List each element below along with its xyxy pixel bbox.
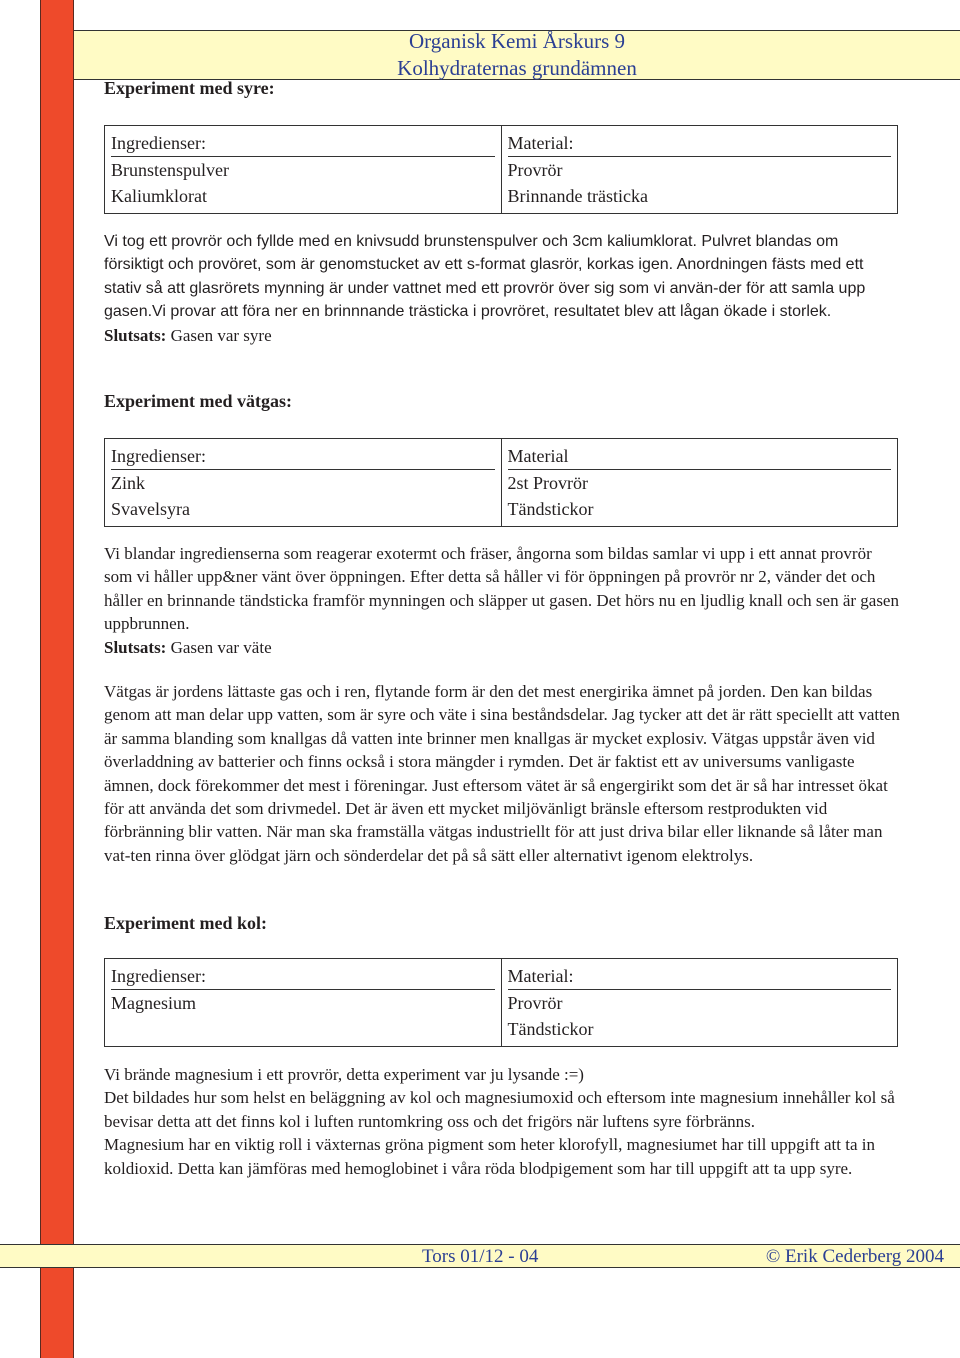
conclusion-text: Gasen var väte [166, 637, 272, 657]
procedure-sentence: Vi tog ett provrör och fyllde med en knivsudd brunstenspulver och 3cm kaliumklorat. Pulvret blandas om försiktigt och provöret, som är genomstucket av ett s-format glasrör, korkas igen. Anordningen fästs med ett stativ så att glasrörets mynning är under vattnet med ett provrör över sig som vi använ-der för att samla upp gasen. [104, 233, 866, 321]
materials-table-vatgas [104, 438, 898, 527]
section-heading-kol: Experiment med kol: [104, 913, 267, 933]
material-item: 2st Provrör [507, 473, 588, 493]
ingredients-column [105, 959, 501, 1046]
material-column [501, 126, 898, 213]
page-title-line-2: Kolhydraternas grundämnen [397, 56, 637, 80]
info-text-vatgas [104, 680, 900, 867]
material-item: Provrör [507, 160, 563, 180]
ingredients-header: Ingredienser: [111, 963, 495, 990]
section-heading-syre: Experiment med syre: [104, 78, 275, 98]
footer-copyright: © Erik Cederberg 2004 [765, 1246, 944, 1267]
info-paragraph: Vätgas är jordens lättaste gas och i ren, flytande form är den det mest energirika ämnet på jorden. Den kan bildas genom att man delar upp vatten, som är syre och väte i sina beståndsdelar. Jag tycker att det är rätt speciellt att vatten är samma blanding som knallgas då vatten inte brinner men knallgas är mycket explosiv. Vätgas uppstår även vid överladdning av batterier och finns också i stora mängder i rymden. Det är faktist ett av universums vanligaste ämnen, dock förekommer det mest i föreningar. Just eftersom vätet är så engergirikt som det är så har intresset ökat för att använda det som drivmedel. Det är även ett mycket miljövänligt bränsle eftersom restprodukten vid förbränning blir vatten. När man ska framställa vätgas industriellt för att just driva bilar eller liknande så låter man vat-ten rinna över glödgat järn och sönderdelar det på så sätt eller alternativt igenom elektrolys. [104, 682, 900, 865]
ingredient-item: Brunstenspulver [111, 160, 229, 180]
materials-table-kol [104, 958, 898, 1047]
conclusion-label: Slutsats: [104, 325, 167, 345]
footer-date: Tors 01/12 - 04 [422, 1246, 539, 1267]
material-item: Tändstickor [507, 1019, 594, 1039]
procedure-paragraph: Vi blandar ingredienserna som reagerar exotermt och fräser, ångorna som bildas samlar vi upp i ett annat provrör som vi håller upp&ner vänt över öppningen. Efter detta så håller vi för öppningen på provrör nr 2, vänder det och håller en brinnande tändsticka framför mynningen och släpper ut gasen. Det hörs nu en ljudlig knall och sen är gasen uppbrunnen. [104, 544, 899, 634]
ingredients-header: Ingredienser: [111, 130, 495, 157]
left-accent-bar [40, 0, 74, 1358]
ingredient-item [111, 1016, 495, 1042]
section-heading-vatgas: Experiment med vätgas: [104, 391, 292, 411]
procedure-paragraph: Det bildades hur som helst en beläggning av kol och magnesiumoxid och eftersom inte magnesium innehåller kol så bevisar detta att det finns kol i luften runtomkring oss och det frigörs när luftens syre förbränns. [104, 1088, 895, 1131]
conclusion-label: Slutsats: [104, 637, 167, 657]
material-item: Tändstickor [507, 499, 594, 519]
conclusion-line [104, 324, 900, 347]
procedure-text-syre [104, 230, 900, 347]
material-header: Material [508, 443, 892, 470]
ingredient-item: Magnesium [111, 993, 196, 1013]
material-item: Provrör [507, 993, 563, 1013]
ingredient-item: Svavelsyra [111, 499, 190, 519]
ingredients-header: Ingredienser: [111, 443, 495, 470]
procedure-paragraph: Vi brände magnesium i ett provrör, detta experiment var ju lysande :=) [104, 1065, 584, 1084]
material-header: Material: [508, 130, 892, 157]
procedure-paragraph: Magnesium har en viktig roll i växternas gröna pigment som heter klorofyll, magnesiumet har till uppgift att ta in koldioxid. Detta kan jämföras med hemoglobinet i våra röda blodpigement som har till uppgift att ta upp syre. [104, 1135, 875, 1178]
material-header: Material: [508, 963, 892, 990]
ingredient-item: Kaliumklorat [111, 186, 207, 206]
materials-table-syre [104, 125, 898, 214]
procedure-text-vatgas [104, 542, 900, 659]
ingredients-column [105, 439, 501, 526]
material-column [501, 439, 898, 526]
ingredients-column [105, 126, 501, 213]
ingredient-item: Zink [111, 473, 145, 493]
material-column [501, 959, 898, 1046]
procedure-text-kol [104, 1063, 900, 1180]
conclusion-line [104, 636, 900, 659]
conclusion-text: Gasen var syre [166, 325, 272, 345]
page-title [74, 28, 960, 82]
procedure-sentence: Vi provar att föra ner en brinnnande trästicka i provröret, resultatet blev att lågan ökade i storlek. [152, 303, 832, 321]
material-item: Brinnande trästicka [507, 186, 648, 206]
page-title-line-1: Organisk Kemi Årskurs 9 [408, 29, 625, 53]
procedure-paragraph [104, 230, 900, 324]
